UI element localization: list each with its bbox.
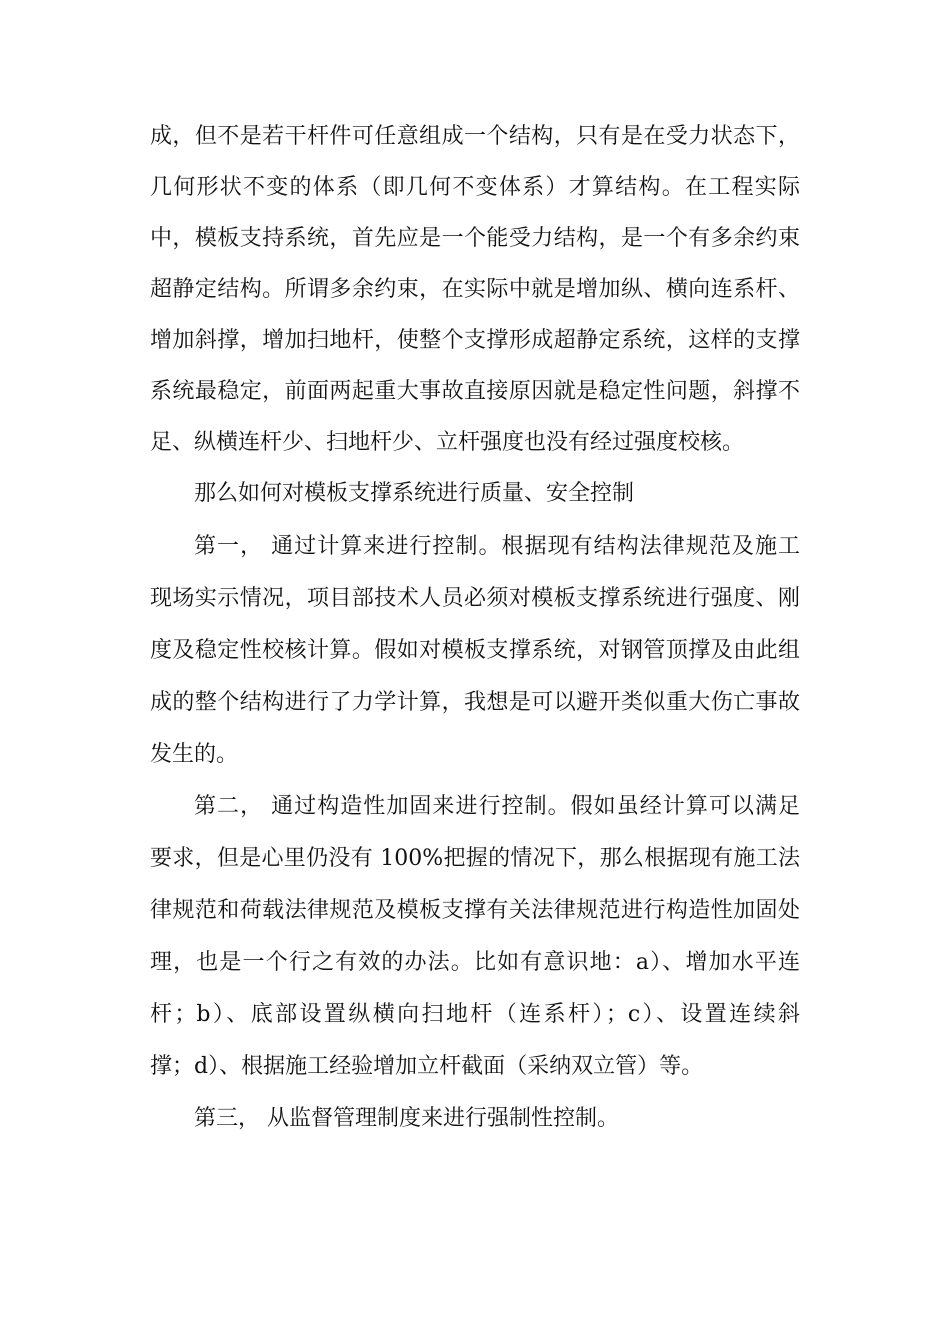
paragraph-1-line-4: 成的整个结构进行了力学计算，我想是可以避开类似重大伤亡事故 <box>150 690 800 715</box>
text-line-1: 成，但不是若干杆件可任意组成一个结构，只有是在受力状态下， <box>150 124 800 149</box>
paragraph-2-line-3: 律规范和荷载法律规范及模板支撑有关法律规范进行构造性加固处 <box>150 898 800 923</box>
section-heading: 那么如何对模板支撑系统进行质量、安全控制 <box>194 481 635 506</box>
text-line-2: 几何形状不变的体系（即几何不变体系）才算结构。在工程实际 <box>150 175 800 200</box>
text-line-4: 超静定结构。所谓多余约束，在实际中就是增加纵、横向连系杆、 <box>150 277 800 302</box>
paragraph-1-line-3: 度及稳定性校核计算。假如对模板支撑系统，对钢管顶撑及由此组 <box>150 638 800 663</box>
paragraph-2-line-4: 理，也是一个行之有效的办法。比如有意识地：a）、增加水平连 <box>150 950 800 975</box>
text-line-3: 中，模板支持系统，首先应是一个能受力结构，是一个有多余约束 <box>150 226 800 251</box>
text-line-6: 系统最稳定，前面两起重大事故直接原因就是稳定性问题，斜撑不 <box>150 379 800 404</box>
paragraph-3-line-1: 第三， 从监督管理制度来进行强制性控制。 <box>194 1106 619 1131</box>
paragraph-2-line-5: 杆；b）、底部设置纵横向扫地杆（连系杆）；c）、设置连续斜 <box>150 1002 800 1027</box>
text-line-5: 增加斜撑，增加扫地杆，使整个支撑形成超静定系统，这样的支撑 <box>150 328 800 353</box>
paragraph-1-line-2: 现场实示情况，项目部技术人员必须对模板支撑系统进行强度、刚 <box>150 586 800 611</box>
paragraph-2-line-2: 要求，但是心里仍没有 100%把握的情况下，那么根据现有施工法 <box>150 846 801 871</box>
paragraph-2-line-1: 第二， 通过构造性加固来进行控制。假如虽经计算可以满足 <box>194 794 800 819</box>
text-line-7: 足、纵横连杆少、扫地杆少、立杆强度也没有经过强度校核。 <box>150 430 745 455</box>
paragraph-1-line-1: 第一， 通过计算来进行控制。根据现有结构法律规范及施工 <box>194 534 800 559</box>
paragraph-2-line-6: 撑；d）、根据施工经验增加立杆截面（采纳双立管）等。 <box>150 1054 704 1079</box>
paragraph-1-line-5: 发生的。 <box>150 742 239 767</box>
